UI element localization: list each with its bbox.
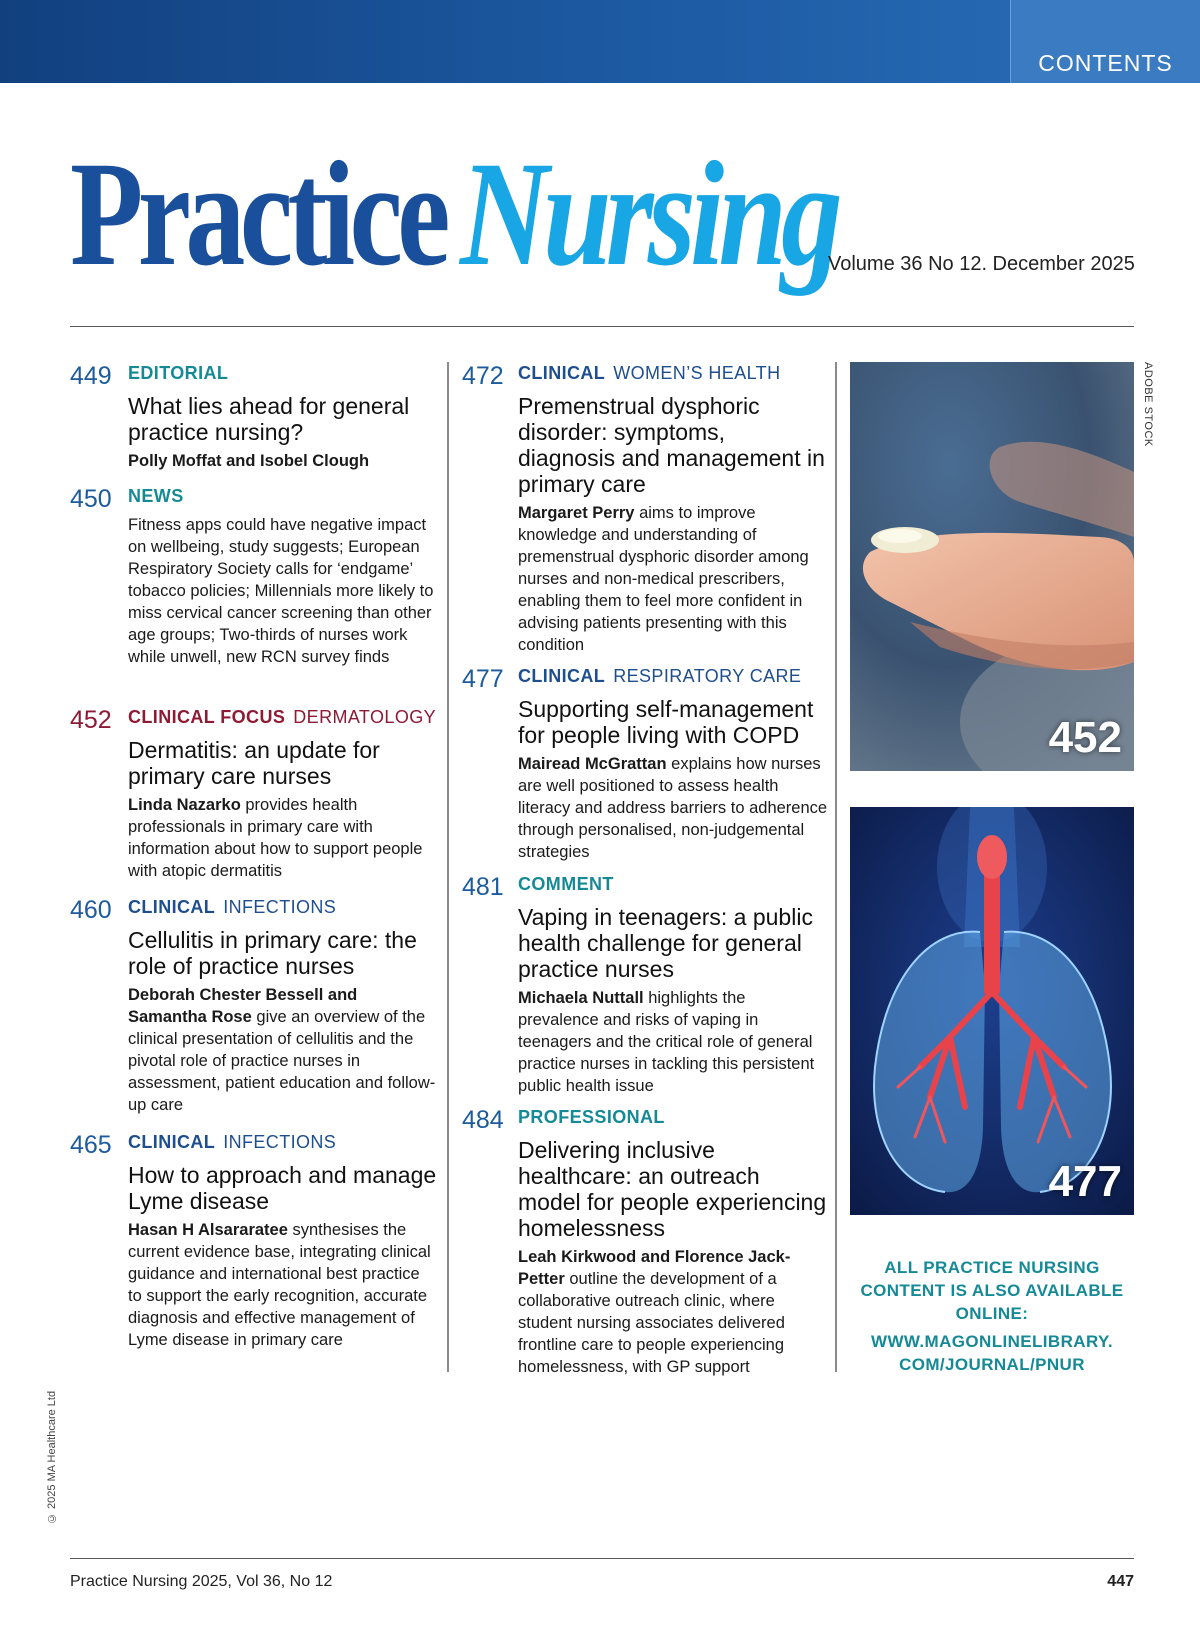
article-description: highlights the prevalence and risks of vaping in teenagers and the critical role of general practice nurses in tackling this persistent public health issue	[518, 989, 815, 1095]
footer-rule	[70, 1558, 1134, 1559]
masthead-word-nursing: Nursing	[460, 131, 837, 297]
article-description: provides health professionals in primary care with information about how to support people with atopic dermatitis	[128, 796, 423, 880]
article-title: Vaping in teenagers: a public health challenge for general practice nurses	[518, 904, 813, 982]
article-title: Cellulitis in primary care: the role of practice nurses	[128, 927, 417, 979]
hand-cream-illustration	[850, 362, 1134, 771]
page-number: 460	[70, 896, 112, 924]
image-credit: ADOBE STOCK	[1142, 362, 1154, 447]
article-author: Leah Kirkwood and Florence Jack-Petter	[518, 1248, 791, 1288]
article-title: Supporting self-management for people living with COPD	[518, 696, 814, 748]
section-tab-label: CONTENTS	[1038, 50, 1173, 76]
section-label: COMMENT	[518, 874, 614, 894]
page-number: 452	[70, 706, 112, 734]
section-label: PROFESSIONAL	[518, 1107, 665, 1127]
masthead-word-practice: Practice	[70, 131, 445, 297]
article-author: Polly Moffat and Isobel Clough	[128, 452, 370, 470]
section-label: CLINICAL	[518, 666, 606, 686]
article-author: Linda Nazarko	[128, 796, 241, 814]
page-number: 465	[70, 1131, 112, 1159]
page-number: 449	[70, 362, 112, 390]
subsection-label: INFECTIONS	[223, 1132, 337, 1152]
page-badge: 452	[1048, 713, 1122, 762]
top-banner	[0, 0, 1200, 83]
section-label: CLINICAL	[128, 1132, 216, 1152]
online-notice-line: ALL PRACTICE NURSING	[884, 1258, 1100, 1277]
page-number: 481	[462, 873, 504, 901]
lungs-illustration	[850, 807, 1134, 1215]
article-author: Hasan H Alsararatee	[128, 1221, 288, 1239]
subsection-label: RESPIRATORY CARE	[613, 666, 802, 686]
footer-page-number: 447	[1107, 1573, 1134, 1590]
issue-info: Volume 36 No 12. December 2025	[828, 253, 1135, 275]
article-title: Delivering inclusive healthcare: an outreach model for people experiencing homelessness	[518, 1137, 827, 1241]
section-tab	[1010, 0, 1200, 83]
section-label: NEWS	[128, 486, 184, 506]
journal-masthead	[70, 128, 837, 323]
header-rule	[70, 326, 1134, 327]
article-description: aims to improve knowledge and understanding of premenstrual dysphoric disorder among nurses and non-medical prescribers, enabling them to feel more confident in advising patients presenting with this condition	[518, 504, 809, 654]
subsection-label: WOMEN’S HEALTH	[613, 363, 781, 383]
page-number: 477	[462, 665, 504, 693]
cover-image-dermatology[interactable]	[850, 362, 1134, 771]
article-description: Fitness apps could have negative impact on wellbeing, study suggests; European Respiratory Society calls for ‘endgame’ tobacco policies; Millennials more likely to miss cervical cancer screening than other age groups; Two-thirds of nurses work while unwell, new RCN survey finds	[128, 516, 434, 666]
subsection-label: DERMATOLOGY	[293, 707, 437, 727]
online-notice-line: CONTENT IS ALSO AVAILABLE	[860, 1281, 1124, 1300]
article-description: give an overview of the clinical presentation of cellulitis and the pivotal role of practice nurses in assessment, patient education and follow-up care	[128, 1008, 436, 1114]
article-description: synthesises the current evidence base, integrating clinical guidance and international best practice to support the early recognition, accurate diagnosis and effective management of Lyme disease in primary care	[128, 1221, 431, 1349]
article-title: What lies ahead for general practice nursing?	[128, 393, 410, 445]
online-url[interactable]: WWW.MAGONLINELIBRARY.	[871, 1332, 1113, 1351]
column-divider-right	[835, 362, 837, 1372]
page-number: 472	[462, 362, 504, 390]
page-number: 484	[462, 1106, 504, 1134]
article-author: Mairead McGrattan	[518, 755, 667, 773]
section-label: CLINICAL FOCUS	[128, 707, 286, 727]
online-notice	[850, 1256, 1134, 1376]
article-author: Margaret Perry	[518, 504, 635, 522]
article-author: Michaela Nuttall	[518, 989, 644, 1007]
footer-journal-info: Practice Nursing 2025, Vol 36, No 12	[70, 1573, 333, 1590]
page-number: 450	[70, 485, 112, 513]
article-description: explains how nurses are well positioned to assess health literacy and address barriers to adherence through personalised, non-judgemental strategies	[518, 755, 828, 861]
online-notice-line: ONLINE:	[955, 1304, 1029, 1323]
article-author: Deborah Chester Bessell and Samantha Rose	[128, 986, 358, 1026]
article-title: Dermatitis: an update for primary care nurses	[128, 737, 380, 789]
copyright-notice: © 2025 MA Healthcare Ltd	[46, 1390, 58, 1524]
article-title: How to approach and manage Lyme disease	[128, 1162, 437, 1214]
section-label: CLINICAL	[518, 363, 606, 383]
article-description: outline the development of a collaborative outreach clinic, where student nursing associates delivered frontline care to people experiencing homelessness, with GP support	[518, 1270, 785, 1376]
subsection-label: INFECTIONS	[223, 897, 337, 917]
online-url[interactable]: COM/JOURNAL/PNUR	[899, 1355, 1085, 1374]
article-title: Premenstrual dysphoric disorder: symptoms, diagnosis and management in primary care	[518, 393, 825, 497]
column-divider-left	[447, 362, 449, 1372]
page-badge: 477	[1048, 1157, 1122, 1206]
section-label: EDITORIAL	[128, 363, 229, 383]
section-label: CLINICAL	[128, 897, 216, 917]
cover-image-respiratory[interactable]	[850, 807, 1134, 1215]
